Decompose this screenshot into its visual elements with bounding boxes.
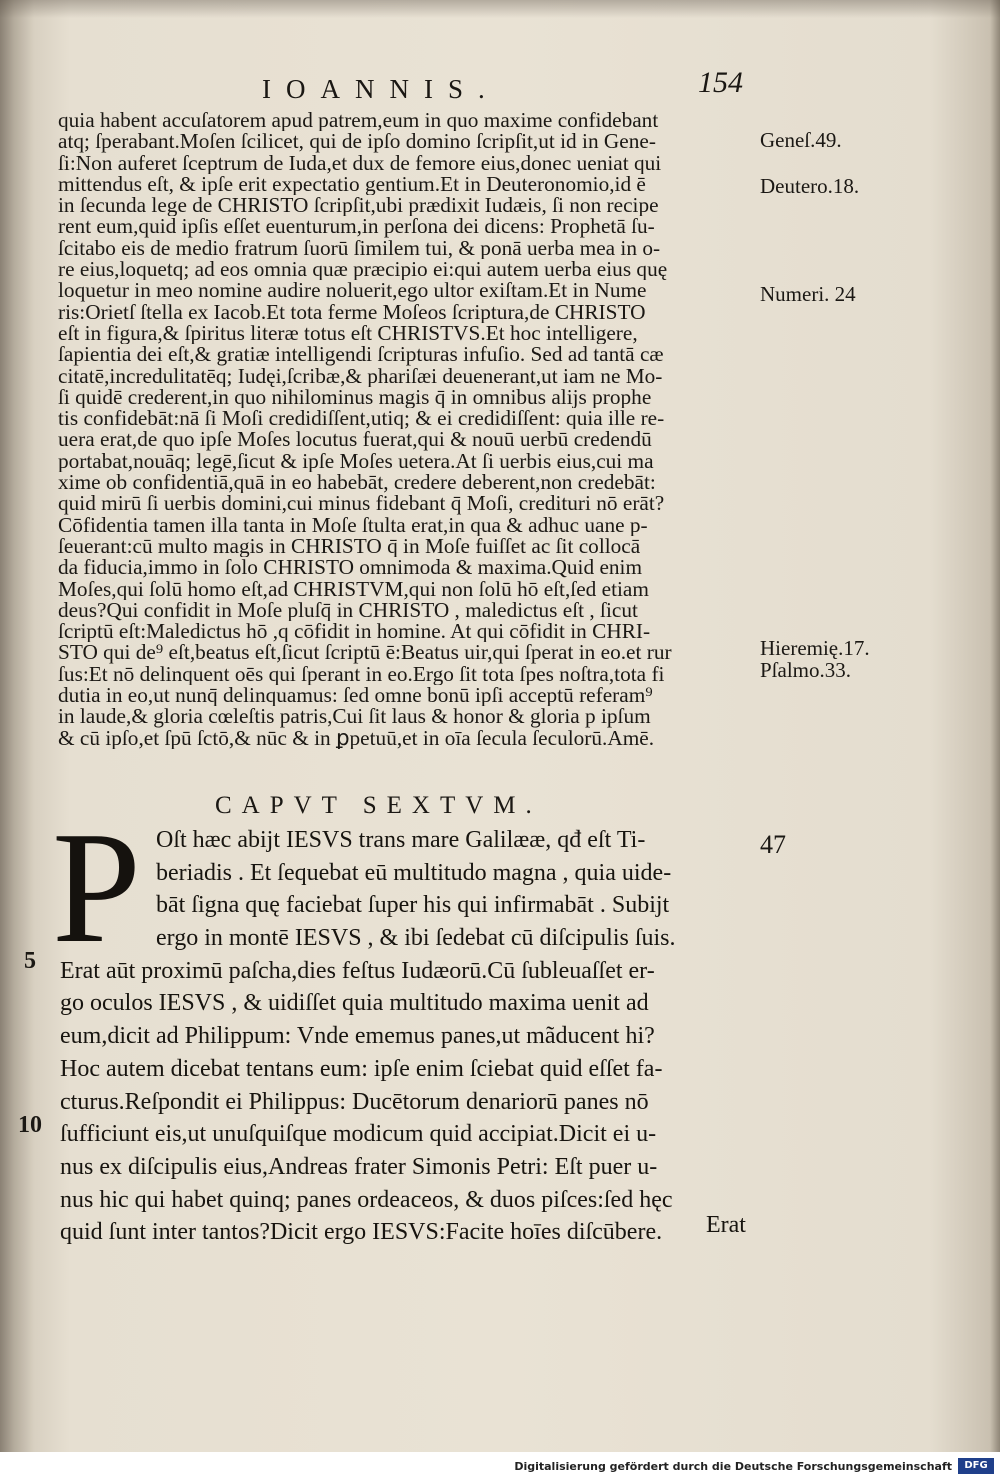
scripture-line: nus hic qui habet quinq; panes ordeaceos, & duos piſces:ſed hęc xyxy=(60,1186,673,1213)
page-header xyxy=(0,66,1000,108)
scripture-text xyxy=(60,824,760,1249)
commentary-line: quia habent accuſatorem apud patrem,eum in quo maxime confidebant xyxy=(58,110,659,132)
digitization-footer xyxy=(0,1452,1000,1482)
scripture-line: cturus.Reſpondit ei Philippus: Ducētorum denariorū panes nō xyxy=(60,1088,649,1115)
scripture-line: go oculos IESVS , & uidiſſet quia multitudo maxima uenit ad xyxy=(60,990,649,1017)
commentary-line: ſeuerant:cū multo magis in CHRISTO q̄ in Moſe fuiſſet ac ſit collocā xyxy=(58,535,641,558)
commentary-line: portabat,nouāq; legē,ſicut & ipſe Moſes uetera.At ſi uerbis eius,cui ma xyxy=(58,450,654,473)
commentary-line: xime ob confidentiā,quā in eo habebāt, credere deberent,non credebāt: xyxy=(58,472,656,494)
commentary-line: loquetur in meo nomine audire noluerit,ego ultor exiſtam.Et in Nume xyxy=(58,280,647,302)
commentary-line: da fiducia,immo in ſolo CHRISTO omnimoda & maxima.Quid enim xyxy=(58,557,643,579)
commentary-line: ſcitabo eis de medio fratrum ſuorū ſimilem tui, & ponā uerba mea in o- xyxy=(58,237,661,260)
scripture-line: nus ex diſcipulis eius,Andreas frater Simonis Petri: Eſt puer u- xyxy=(60,1153,658,1180)
commentary-line: ris:Orietſ ſtella ex Iacob.Et tota ferme Moſeos ſcriptura,de CHRISTO xyxy=(58,301,646,323)
scripture-line: quid ſunt inter tantos?Dicit ergo IESVS:Facite hoīes diſcūbere. xyxy=(60,1219,663,1246)
verse-number-10: 10 xyxy=(18,1112,42,1138)
funding-credit: Digitalisierung gefördert durch die Deutsche Forschungsgemeinschaft xyxy=(514,1460,952,1473)
catchword: Erat xyxy=(706,1212,746,1238)
verse-number-5: 5 xyxy=(24,948,36,974)
commentary-line: Moſes,qui ſolū homo eſt,ad CHRISTVM,qui non ſolū hō eſt,ſed etiam xyxy=(58,578,649,600)
commentary-line: re eius,loquetq; ad eos omnia quæ præcipio ei:qui autem uerba eius quę xyxy=(58,259,668,281)
commentary-block xyxy=(58,110,758,749)
margin-note-numbers: Numeri. 24 xyxy=(760,282,856,306)
commentary-line: rent eum,quid ipſis eſſet euenturum,in perſona dei dicens: Prophetā ſu- xyxy=(58,216,655,238)
scripture-line: ſufficiunt eis,ut unuſquiſque modicum quid accipiat.Dicit ei u- xyxy=(60,1121,657,1148)
commentary-line: in ſecunda lege de CHRISTO ſcripſit,ubi prædixit Iudæis, ſi non recipe xyxy=(58,195,659,217)
scripture-line: eum,dicit ad Philippum: Vnde ememus panes,ut mãducent hi? xyxy=(60,1023,655,1050)
scripture-line: Hoc autem dicebat tentans eum: ipſe enim ſciebat quid eſſet fa- xyxy=(60,1055,663,1082)
commentary-line: mittendus eſt, & ipſe erit expectatio gentium.Et in Deuteronomio,id ē xyxy=(58,173,646,196)
folio-number: 154 xyxy=(698,66,743,99)
commentary-line: ſapientia dei eſt,& gratiæ intelligendi ſcripturas infuſio. Sed ad tantā cæ xyxy=(58,344,664,366)
margin-chapter-marker: 47 xyxy=(760,830,786,859)
scripture-line: Oſt hæc abijt IESVS trans mare Galilææ, qđ eſt Ti- xyxy=(156,827,646,853)
commentary-line: ſcriptū eſt:Maledictus hō ,q cōfidit in homine. At qui cōfidit in CHRI- xyxy=(58,621,651,643)
commentary-line: deus?Qui confidit in Moſe pluſq̄ in CHRISTO , maledictus eſt , ſicut xyxy=(58,599,638,622)
chapter-heading: CAPVT SEXTVM. xyxy=(215,792,542,819)
commentary-line: quid mirū ſi uerbis domini,cui minus fidebant q̄ Moſi, credituri nō erāt? xyxy=(58,493,665,515)
commentary-line: atq; ſperabant.Moſen ſcilicet, qui de ipſo domino ſcripſit,ut id in Gene- xyxy=(58,131,656,153)
margin-note-jeremiah: Hieremię.17. xyxy=(760,636,870,660)
running-title: IOANNIS. xyxy=(262,74,500,104)
margin-note-deuteronomy: Deutero.18. xyxy=(760,174,860,198)
commentary-line: dutia in eo,ut nunq̄ delinquamus: ſed omne bonū ipſi acceptū referam⁹ xyxy=(58,685,653,707)
commentary-line: Cōfidentia tamen illa tanta in Moſe ſtulta erat,in qua & adhuc uane p- xyxy=(58,514,648,536)
scripture-line: bāt ſigna quę faciebat ſuper his qui infirmabāt . Subijt xyxy=(156,892,670,919)
commentary-line: ſi:Non auferet ſceptrum de Iuda,et dux de femore eius,donec ueniat qui xyxy=(58,152,662,174)
margin-note-genesis: Geneſ.49. xyxy=(760,128,842,152)
scripture-line: Erat aūt proximū paſcha,dies feſtus Iudæorū.Cū ſubleuaſſet er- xyxy=(60,957,655,984)
commentary-line: eſt in figura,& ſpiritus literæ totus eſt CHRISTVS.Et hoc intelligere, xyxy=(58,322,638,345)
commentary-line: uera erat,de quo ipſe Moſes locutus fuerat,qui & nouū uerbū credendū xyxy=(58,429,652,451)
commentary-line: citatē,incredulitatēq; Iudęi,ſcribæ,& phariſæi deuenerant,ut iam ne Mo- xyxy=(58,365,663,387)
commentary-line: & cū ipſo,et ſpū ſctō,& nūc & in ꝑpetuū,et in oīa ſecula ſeculorū.Amē. xyxy=(58,727,655,749)
commentary-line: tis confidebāt:nā ſi Moſi credidiſſent,utiq; & ei credidiſſent: quia ille re- xyxy=(58,408,665,430)
commentary-line: ſus:Et nō delinquent oēs qui ſperant in eo.Ergo ſit tota ſpes noſtra,tota fi xyxy=(58,663,665,686)
commentary-line: ſi quidē crederent,in quo nihilominus magis q̄ in omnibus alijs prophe xyxy=(58,386,652,409)
commentary-line: STO qui de⁹ eſt,beatus eſt,ſicut ſcriptū ē:Beatus uir,qui ſperat in eo.et rur xyxy=(58,642,672,664)
scripture-line: beriadis . Et ſequebat eū multitudo magna , quia uide- xyxy=(156,859,672,886)
margin-note-psalm: Pſalmo.33. xyxy=(760,658,852,682)
dfg-logo-icon: DFG xyxy=(958,1458,994,1474)
drop-cap: P xyxy=(52,798,141,976)
commentary-line: in laude,& gloria cœleſtis patris,Cui ſit laus & honor & gloria p ipſum xyxy=(58,706,651,728)
scripture-line: ergo in montē IESVS , & ibi ſedebat cū diſcipulis ſuis. xyxy=(156,925,676,952)
